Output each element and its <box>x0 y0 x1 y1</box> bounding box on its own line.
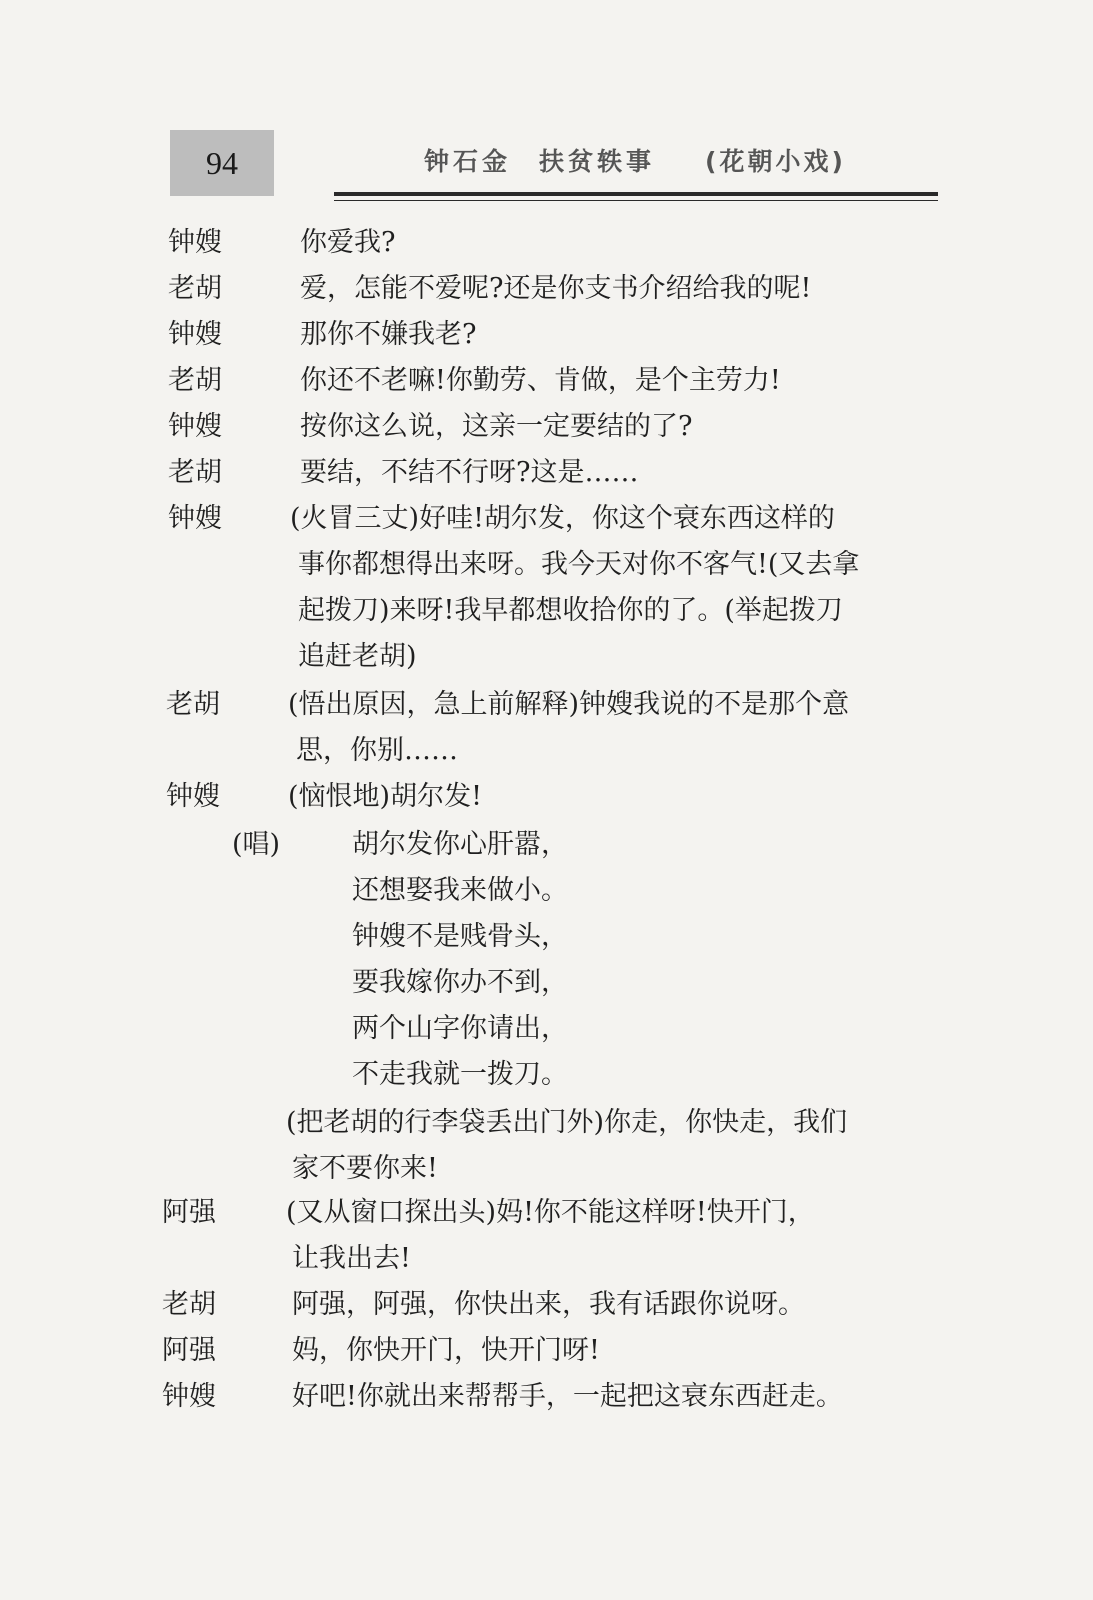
speaker-name: 钟嫂 <box>168 411 222 442</box>
speaker-name: 钟嫂 <box>162 1381 216 1412</box>
header-rule-thick <box>334 192 938 196</box>
dialogue-line: 阿强，阿强，你快出来，我有话跟你说呀。 <box>292 1289 805 1320</box>
stage-direction-line: 家不要你来! <box>292 1153 438 1184</box>
dialogue-line: 让我出去! <box>292 1243 411 1274</box>
genre-label: (花朝小戏) <box>705 147 846 176</box>
speaker-name: 老胡 <box>168 273 222 304</box>
dialogue-line: 你爱我? <box>300 227 396 258</box>
dialogue-line: 要结，不结不行呀?这是…… <box>300 457 639 488</box>
running-head <box>424 142 846 178</box>
dialogue-line: 好吧!你就出来帮帮手，一起把这衰东西赶走。 <box>292 1381 843 1412</box>
speaker-name: 钟嫂 <box>166 781 220 812</box>
speaker-name: 阿强 <box>162 1335 216 1366</box>
dialogue-line: (恼恨地)胡尔发! <box>288 781 482 812</box>
speaker-name: 钟嫂 <box>168 503 222 534</box>
dialogue-line: 追赶老胡) <box>298 641 417 672</box>
speaker-name: 老胡 <box>168 457 222 488</box>
dialogue-line: 爱，怎能不爱呢?还是你支书介绍给我的呢! <box>300 273 812 304</box>
song-verse: 要我嫁你办不到， <box>352 967 568 998</box>
speaker-name: 老胡 <box>166 689 220 720</box>
speaker-name: 阿强 <box>162 1197 216 1228</box>
dialogue-line: (又从窗口探出头)妈!你不能这样呀!快开门， <box>286 1197 815 1228</box>
speaker-name: 老胡 <box>168 365 222 396</box>
speaker-name: 钟嫂 <box>168 319 222 350</box>
speaker-name: 钟嫂 <box>168 227 222 258</box>
song-verse: 钟嫂不是贱骨头， <box>352 921 568 952</box>
page-number: 94 <box>170 130 274 196</box>
dialogue-line: 起拨刀)来呀!我早都想收拾你的了。(举起拨刀 <box>298 595 843 626</box>
dialogue-line: (悟出原因，急上前解释)钟嫂我说的不是那个意 <box>288 689 850 720</box>
dialogue-line: 思，你别…… <box>296 735 458 766</box>
speaker-name: 老胡 <box>162 1289 216 1320</box>
dialogue-line: 你还不老嘛!你勤劳、肯做，是个主劳力! <box>300 365 781 396</box>
song-verse: 两个山字你请出， <box>352 1013 568 1044</box>
book-title: 扶贫轶事 <box>539 147 656 176</box>
dialogue-line: 那你不嫌我老? <box>300 319 477 350</box>
stage-direction-line: (把老胡的行李袋丢出门外)你走，你快走，我们 <box>286 1107 848 1138</box>
dialogue-line: 妈，你快开门，快开门呀! <box>292 1335 600 1366</box>
dialogue-line: 按你这么说，这亲一定要结的了? <box>300 411 693 442</box>
song-verse: 不走我就一拨刀。 <box>352 1059 568 1090</box>
header-rule-thin <box>334 200 938 201</box>
song-verse: 还想娶我来做小。 <box>352 875 568 906</box>
author-name: 钟石金 <box>424 147 512 176</box>
song-verse: 胡尔发你心肝嚣， <box>352 829 568 860</box>
song-label: (唱) <box>232 829 281 860</box>
dialogue-line: 事你都想得出来呀。我今天对你不客气!(又去拿 <box>298 549 860 580</box>
dialogue-line: (火冒三丈)好哇!胡尔发，你这个衰东西这样的 <box>290 503 835 534</box>
